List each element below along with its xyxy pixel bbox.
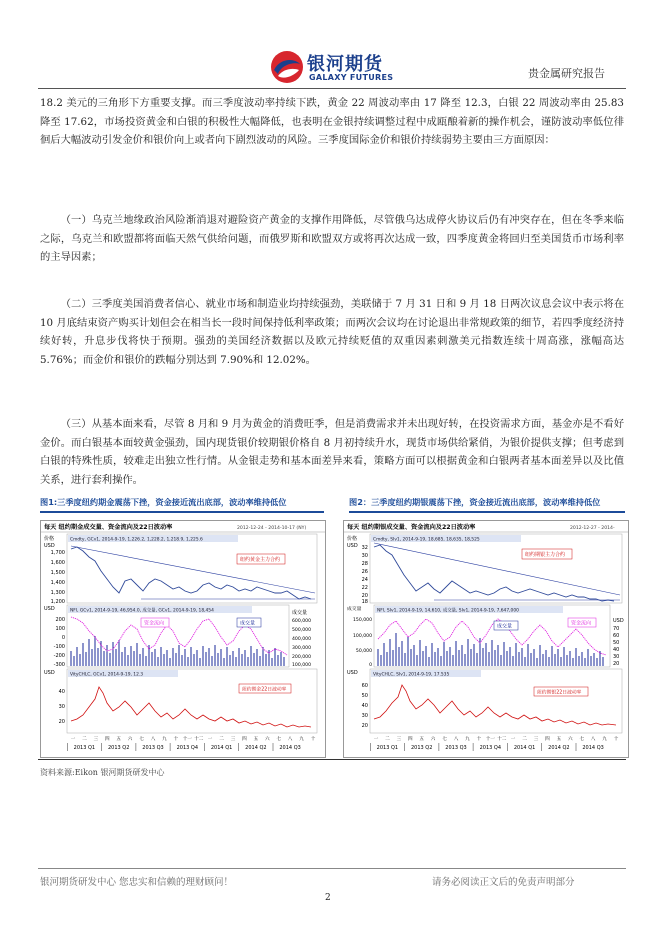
figure-2-flow-legend: NFI, SIv1, 2014-9-19, 14,610, 成交量, SIv1, 2014-9-19, 7,647,000: [377, 608, 519, 614]
figure-2-x-month-label: 八: [590, 737, 596, 742]
figure-2-flow-tick: 50,000: [355, 649, 372, 654]
figure-1-x-month-label: 十: [310, 737, 316, 742]
figure-2-trendline-upper: [374, 543, 620, 595]
figure-1-x-quarter-label: 2013 Q2: [107, 745, 130, 751]
figure-source: 资料来源:Eikon 银河期货研发中心: [40, 768, 165, 777]
figure-2-x-month-label: 二: [522, 737, 527, 742]
figure-2-x-month-label: 六: [567, 737, 573, 742]
figure-1-volume-note: 成交量: [240, 620, 256, 627]
figure-2-price-tick: 30: [361, 553, 368, 559]
figure-2-usd-axis-title: USD: [613, 618, 624, 624]
figure-2-x-quarter-label: 2014 Q2: [548, 745, 570, 751]
footer-divider: [38, 868, 626, 869]
figure-2-x-month-label: 七: [579, 737, 585, 742]
figure-1-x-month-label: 八: [287, 737, 293, 742]
body-paragraph-reason-1: （一）乌克兰地缘政治风险渐消退对避险资产黄金的支撑作用降低，尽管俄乌达成停火协议后仍有冲突存在，但在冬季来临之际，乌克兰和欧盟都将面临天然气供给问题，而俄罗斯和欧盟双方或将再次达成一致，四季度黄金将回归至美国货币市场利率的主导因素；: [40, 214, 624, 264]
figure-1-volume-tick: 600,000: [292, 619, 311, 624]
figure-1-flow-note: 资金流向: [144, 620, 165, 627]
figure-2-flow-tick: 150,000: [353, 618, 372, 623]
figure-2-usd-tick: 60: [613, 633, 620, 639]
figure-1-x-month-label: 七: [276, 737, 282, 742]
figure-2-vol-unit: USD: [347, 670, 358, 676]
figure-1-volume-tick: 400,000: [292, 637, 311, 642]
figure-2-x-month-label: 五: [556, 737, 562, 742]
figure-1-vol-tick: 30: [58, 704, 65, 710]
figure-1-price-tick: 1,700: [50, 550, 65, 556]
figure-2-timestamp: 2012-12-27 - 2014-: [570, 526, 615, 531]
footer-slogan: 银河期货研发中心 您忠实和信赖的理财顾问！: [40, 877, 234, 888]
figure-2-x-month-label: 十一: [485, 737, 495, 742]
page-number: 2: [325, 893, 331, 903]
figure-1-price-unit: USD: [44, 543, 55, 549]
figure-1-vol-unit: USD: [44, 670, 55, 676]
footer-disclaimer-note: 请务必阅读正文后的免责声明部分: [432, 877, 575, 888]
figure-1-vol-note: 纽约期金22日波动率: [242, 687, 287, 693]
figure-1-price-tick: 1,500: [50, 570, 65, 576]
figure-1-price-tick: 1,600: [50, 560, 65, 566]
figure-2-x-month-label: 六: [430, 737, 436, 742]
figure-2-vol-tick: 50: [361, 693, 368, 699]
figure-2-x-quarter-label: 2014 Q1: [513, 745, 536, 751]
figure-2-x-month-label: 九: [465, 737, 470, 742]
figure-1-x-month-label: 三: [230, 737, 236, 742]
figure-1-x-month-label: 六: [264, 737, 270, 742]
figure-1-flow-tick: 100: [55, 626, 65, 632]
figure-2-x-quarter-label: 2013 Q1: [376, 745, 399, 751]
figure-2-vol-tick: 40: [361, 703, 368, 709]
figure-1-chart: [40, 520, 326, 758]
figure-2-usd-tick: 30: [613, 654, 620, 660]
body-paragraph-reason-2: （二）三季度美国消费者信心、就业市场和制造业均持续强劲，美联储于 7 月 31 日和 9 月 18 日两次议息会议中表示将在 10 月底结束资产购买计划但会在相当长一段时间保持低利率政策；而两次会议均在讨论退出非常规政策的细节，若四季度经济持续好转，升息步伐将快于预期。强劲的美国经济数据以及欧元持续贬值的双重因素刺激美元指数连续十周高涨，涨幅高达 5.76%；而金价和银价的跌幅分别达到 7.90%和 12.02%。: [40, 298, 624, 366]
figure-2-volume-note: 成交量: [497, 623, 513, 630]
figure-2-vol-note: 纽约期银22日波动率: [537, 690, 582, 696]
figure-2-x-month-label: 九: [602, 737, 607, 742]
figure-1-price-tick: 1,400: [50, 580, 65, 586]
figure-1-volume-tick: 100,000: [292, 663, 311, 668]
figure-1-flow-legend: NFI, GCv1, 2014-9-19, 46,954.0, 成交量, GCv1, 2014-9-19, 18,454: [70, 608, 214, 614]
figure-2-title: 每天 纽约期银成交量、资金流向及22日波动率: [347, 524, 476, 531]
body-paragraph-reason-3: （三）从基本面来看，尽管 8 月和 9 月为黄金的消费旺季，但是消费需求并未出现好转，在投资需求方面，基金亦是不看好金价。而白银基本面较黄金强劲，国内现货银价较期银价格自 8 月初持续升水，现货市场供给紧俏，为银价提供支撑；但考虑到白银的特殊性质，较难走出独立性行情。从金银走势和基本面差异来看，策略方面可以根据黄金和白银两者基本面差异以及比值关系，进行套利操作。: [40, 418, 624, 486]
figure-1-caption: 图1:三季度纽约期金震荡下挫，资金接近流出底部，波动率维持低位: [40, 497, 287, 507]
figure-1-volume-tick: 200,000: [292, 655, 311, 660]
figure-1-x-month-label: 五: [116, 737, 122, 742]
figure-2-x-months: [374, 735, 619, 742]
figure-2-x-quarter-label: 2013 Q4: [479, 745, 502, 751]
figure-1-volume-bars: [71, 636, 284, 666]
figure-2-price-note: 纽约期银主力合约: [525, 552, 566, 558]
figure-1-x-month-label: 四: [104, 737, 110, 742]
figure-2-x-month-label: 十: [476, 737, 482, 742]
figure-1-x-month-label: 六: [127, 737, 133, 742]
figure-1-volume-tick: 300,000: [292, 646, 311, 651]
galaxy-logo-icon: [270, 50, 304, 84]
figure-1-volume-axis-title: 成交量: [292, 610, 308, 616]
figure-1-flow-tick: 200: [55, 617, 65, 623]
figure-2-price-legend: Cmdty, SIv1, 2014-9-19, 18,685, 18,635, 18,525: [373, 537, 480, 543]
figure-2-x-quarter-label: 2013 Q3: [445, 745, 467, 751]
figure-1-x-quarter-label: 2013 Q4: [176, 745, 199, 751]
figure-2-price-tick: 26: [361, 569, 368, 575]
figure-1-x-quarter-label: 2013 Q1: [73, 745, 96, 751]
header-divider: [38, 88, 626, 89]
figure-2-x-month-label: 五: [419, 737, 425, 742]
figure-1-flow-tick: 0: [61, 635, 65, 641]
figure-1-x-month-label: 二: [82, 737, 87, 742]
figure-1-x-month-label: 十: [173, 737, 179, 742]
figure-2-caption: 图2：三季度纽约期银震荡下挫，资金接近流出底部，波动率维持低位: [349, 497, 601, 507]
figure-2-price-tick: 28: [361, 561, 368, 567]
figure-2-price-unit: USD: [347, 543, 358, 549]
figure-1-vol-tick: 40: [58, 689, 65, 695]
figure-1-price-legend: Cmdty, GCv1, 2014-9-19, 1,226.2, 1,228.2, 1,218.9, 1,225.6: [70, 537, 203, 543]
figure-2-price-tick: 18: [361, 599, 368, 605]
figure-2-vol-tick: 30: [361, 713, 368, 719]
figure-1-x-month-label: 五: [253, 737, 259, 742]
figure-1-x-month-label: 十二: [194, 737, 204, 742]
figure-1-x-month-label: 八: [150, 737, 156, 742]
figure-2-caption-rule: [349, 511, 625, 513]
figure-1-price-note: 纽约黄金主力合约: [240, 557, 281, 563]
figure-1-flow-tick: -300: [53, 662, 65, 668]
report-type: 贵金属研究报告: [528, 67, 605, 80]
figure-1-x-quarters: [67, 743, 301, 751]
figure-1-x-month-label: 一: [207, 737, 213, 742]
figure-1-x-month-label: 十一: [182, 737, 192, 742]
figure-2-x-month-label: 三: [396, 737, 402, 742]
figure-1-flow-tick: -100: [53, 644, 65, 650]
figure-1-caption-rule: [40, 511, 324, 513]
figure-2-flow-note: 资金流向: [571, 620, 592, 627]
figure-1-x-month-label: 三: [93, 737, 99, 742]
figure-2-usd-tick: 40: [613, 647, 620, 653]
figure-2-x-month-label: 一: [373, 737, 379, 742]
figure-2-price-tick: 32: [361, 545, 368, 551]
figure-2-price-axis-title: 价格: [347, 536, 358, 542]
figure-1-flow-tick: -200: [53, 653, 65, 659]
brand-name-en: GALAXY FUTURES: [309, 73, 394, 82]
figure-1-price-tick: 1,300: [50, 590, 65, 596]
figure-1-x-quarter-label: 2014 Q2: [245, 745, 267, 751]
figure-2-price-tick: 20: [361, 593, 368, 599]
figure-2-usd-tick: 20: [613, 661, 620, 667]
figure-2-x-quarter-label: 2014 Q3: [582, 745, 604, 751]
figure-1-x-month-label: 九: [162, 737, 167, 742]
figure-1-x-month-label: 九: [299, 737, 304, 742]
figure-2-x-month-label: 一: [510, 737, 516, 742]
figure-1-x-month-label: 二: [219, 737, 224, 742]
figure-2-vol-legend: VityCHLC, SIv1, 2014-9-19, 17.535: [373, 672, 450, 678]
figure-2-x-month-label: 七: [442, 737, 447, 742]
figure-2-price-candles: [374, 545, 614, 601]
figure-1-price-axis-title: 价格: [44, 536, 55, 542]
figure-2-chart: [343, 520, 629, 758]
figure-2-vol-tick: 20: [361, 723, 368, 729]
figure-1-x-month-label: 一: [70, 737, 76, 742]
figure-1-trendline-upper: [71, 546, 315, 593]
figure-2-x-quarter-label: 2013 Q2: [410, 745, 433, 751]
figure-2-flow-tick: 0: [369, 663, 372, 668]
figure-1-x-months: [71, 735, 316, 742]
figure-1-timestamp: 2012-12-24 - 2014-10-17 (NY): [237, 526, 307, 531]
figure-2-usd-tick: 70: [613, 626, 620, 632]
figure-1-title: 每天 纽约期金成交量、资金流向及22日波动率: [44, 524, 173, 531]
figure-2-x-quarters: [370, 743, 604, 751]
figure-1-x-month-label: 七: [139, 737, 144, 742]
figure-2-vol-tick: 60: [361, 683, 368, 689]
figure-2-x-month-label: 四: [407, 737, 413, 742]
figure-1-x-quarter-label: 2014 Q3: [279, 745, 301, 751]
figure-2-volume-bars: [378, 633, 603, 666]
figure-bottom-rule: [38, 759, 626, 760]
figure-1-x-quarter-label: 2014 Q1: [210, 745, 233, 751]
figure-2-x-month-label: 十二: [497, 737, 507, 742]
brand-name-cn: 银河期货: [307, 54, 383, 75]
figure-2-x-month-label: 十: [613, 737, 619, 742]
body-paragraph-intro: 18.2 美元的三角形下方重要支撑。而三季度波动率持续下跌，黄金 22 周波动率由 17 降至 12.3，白银 22 周波动率由 25.83 降至 17.62，市场投资黄金和白银的积极性大幅降低，也表明在金银持续调整过程中成瓯酿着新的操作机会，谨防波动率低位徘徊后大幅波动引发金价和银价向上或者向下剧烈波动的风险。三季度国际金价和银价持续弱势主要由三方面原因：: [40, 97, 624, 147]
figure-1-flow-unit: USD: [44, 606, 55, 612]
figure-2-x-month-label: 四: [545, 737, 550, 742]
figure-2-x-month-label: 二: [385, 737, 390, 742]
figure-1-price-tick: 1,200: [50, 599, 65, 605]
figure-1-vol-legend: VityCHLC, GCv1, 2014-9-19, 12.3: [70, 672, 144, 678]
figure-2-flow-tick: 100,000: [353, 634, 372, 639]
figure-2-flow-unit: 成交量: [347, 607, 362, 612]
figure-2-x-month-label: 三: [533, 737, 539, 742]
figure-2-x-month-label: 八: [453, 737, 459, 742]
figure-2-price-tick: 22: [361, 585, 368, 591]
figure-2-price-tick: 24: [361, 577, 368, 583]
figure-1-vol-tick: 20: [58, 719, 65, 725]
figure-1-volume-tick: 500,000: [292, 628, 311, 633]
figure-1-x-month-label: 四: [242, 737, 247, 742]
figure-2-usd-tick: 50: [613, 640, 620, 646]
figure-1-x-quarter-label: 2013 Q3: [142, 745, 164, 751]
